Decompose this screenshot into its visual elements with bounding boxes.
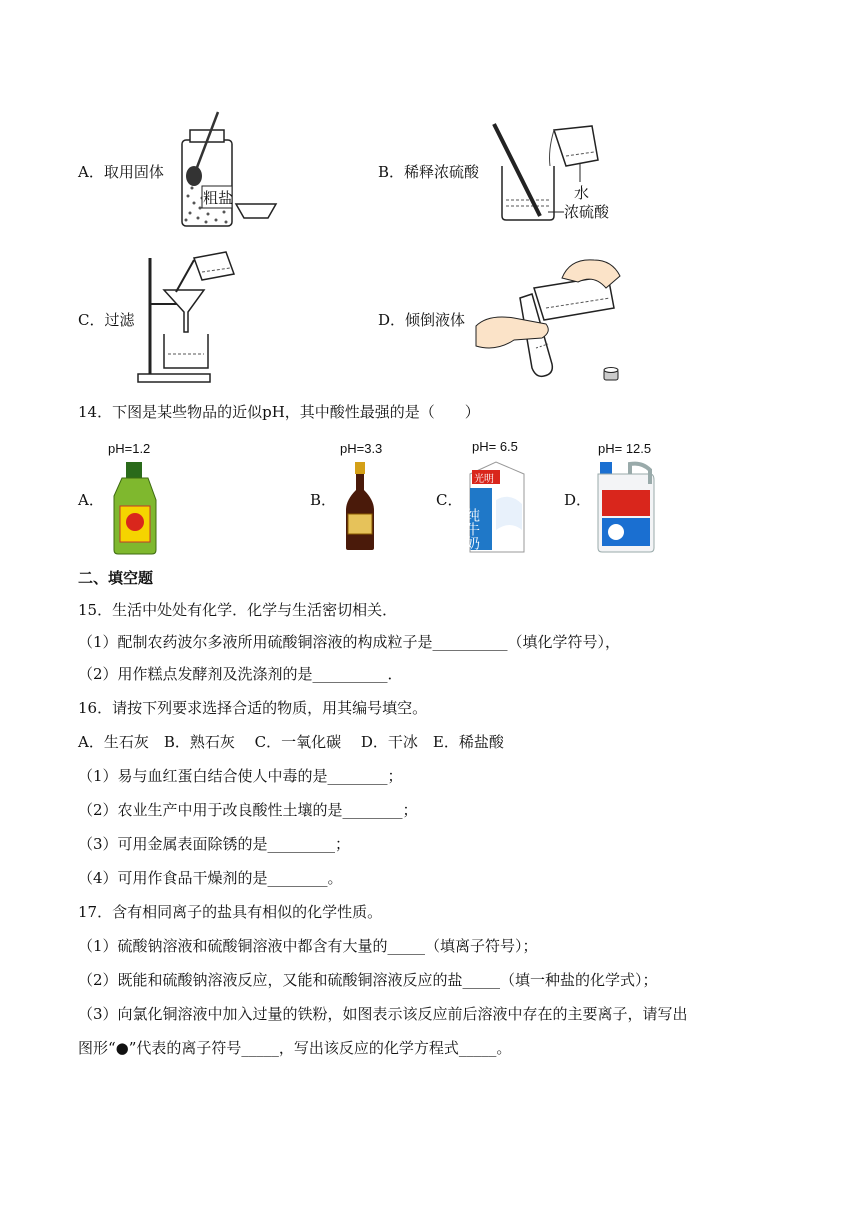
q15-stem: 15．生活中处处有化学．化学与生活密切相关． — [78, 601, 398, 619]
option-c-label: C．过滤 — [78, 311, 135, 329]
q17-part-4: 图形“●”代表的离子符号_____，写出该反应的化学方程式_____。 — [78, 1039, 512, 1057]
option-b-label: B．稀释浓硫酸 — [378, 163, 480, 181]
q15-part-2: （2）用作糕点发酵剂及洗涤剂的是__________． — [78, 665, 403, 683]
q17-stem: 17．含有相同离子的盐具有相似的化学性质。 — [78, 903, 383, 921]
q17-part-3: （3）向氯化铜溶液中加入过量的铁粉，如图表示该反应前后溶液中存在的主要离子，请写出 — [78, 1005, 688, 1023]
q14-option-c-letter: C． — [436, 491, 463, 509]
detergent-icon — [594, 460, 658, 554]
milk-carton-icon — [466, 460, 528, 554]
q16-choices: A．生石灰 B．熟石灰 C．一氧化碳 D．干冰 E．稀盐酸 — [78, 733, 504, 751]
dilute-acid-figure — [488, 120, 618, 224]
q17-part-1: （1）硫酸钠溶液和硫酸铜溶液中都含有大量的_____（填离子符号）； — [78, 937, 538, 955]
q16-part-1: （1）易与血红蛋白结合使人中毒的是________； — [78, 767, 403, 785]
q14-stem: 14．下图是某些物品的近似pH，其中酸性最强的是（ ） — [78, 403, 480, 421]
q16-part-3: （3）可用金属表面除锈的是_________； — [78, 835, 351, 853]
q17-part-2: （2）既能和硫酸钠溶液反应，又能和硫酸铜溶液反应的盐_____（填一种盐的化学式）； — [78, 971, 658, 989]
q15-part-1: （1）配制农药波尔多液所用硫酸铜溶液的构成粒子是__________（填化学符号）， — [78, 633, 621, 651]
milk-brand: 光明 — [474, 474, 494, 485]
ph-label-a: pH=1.2 — [108, 441, 151, 456]
q16-part-4: （4）可用作食品干燥剂的是________。 — [78, 869, 343, 887]
q16-part-2: （2）农业生产中用于改良酸性土壤的是________； — [78, 801, 418, 819]
option-d-label: D．倾倒液体 — [378, 311, 466, 329]
jar-label: 粗盐 — [203, 189, 234, 207]
option-a-label: A．取用固体 — [78, 163, 164, 181]
ph-label-b: pH=3.3 — [340, 441, 383, 456]
q14-option-a-letter: A． — [78, 491, 104, 509]
q14-option-d-letter: D． — [564, 491, 592, 509]
solid-taking-figure — [172, 108, 282, 230]
water-label: 水 — [574, 184, 590, 202]
milk-pack-text: 纯牛奶 — [464, 508, 480, 550]
toilet-cleaner-icon — [108, 460, 164, 556]
filtration-figure — [136, 250, 240, 386]
acid-label: 浓硫酸 — [564, 203, 610, 221]
section-title: 二、填空题 — [78, 569, 154, 587]
ph-label-c: pH= 6.5 — [472, 439, 518, 454]
pour-liquid-figure — [474, 248, 644, 388]
q16-stem: 16．请按下列要求选择合适的物质，用其编号填空。 — [78, 699, 428, 717]
soy-sauce-icon — [340, 460, 380, 552]
ph-label-d: pH= 12.5 — [598, 441, 652, 456]
q14-option-b-letter: B． — [310, 491, 337, 509]
